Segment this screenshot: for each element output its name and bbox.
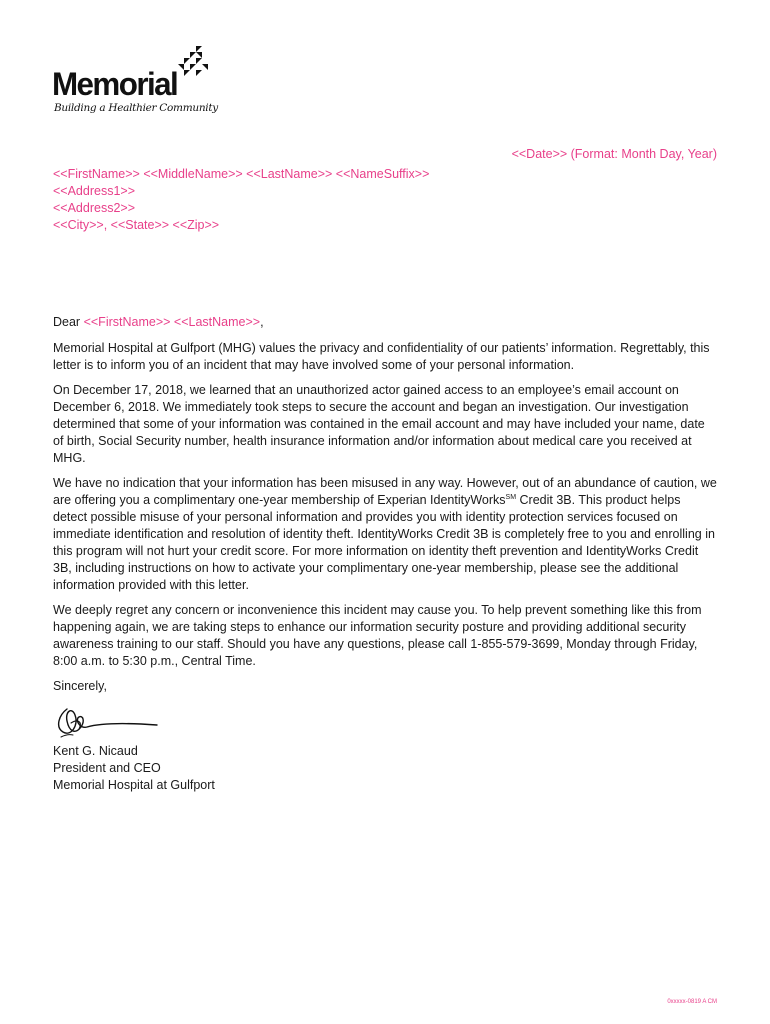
signatory-organization: Memorial Hospital at Gulfport: [53, 778, 215, 792]
salutation-suffix: ,: [260, 315, 264, 329]
footer-code: 0xxxxx-0819 A CM: [667, 999, 717, 1005]
signature-image: [49, 701, 161, 741]
address-name-line: <<FirstName>> <<MiddleName>> <<LastName>> <<NameSuffix>>: [53, 167, 430, 181]
paragraph-3: [53, 475, 717, 594]
logo-tagline: Building a Healthier Community: [54, 102, 218, 114]
salutation-prefix: Dear: [53, 315, 84, 329]
paragraph-3-part-1: We have no indication that your information has been misused in any way. However, out of an abundance of caution, we are offering you a complimentary one-year membership of Experian IdentityWorks: [53, 476, 717, 507]
memorial-logo: [52, 46, 217, 120]
date-placeholder: <<Date>> (Format: Month Day, Year): [511, 147, 717, 161]
paragraph-4: We deeply regret any concern or inconvenience this incident may cause you. To help prevent something like this from happening again, we are taking steps to enhance our information security posture and providing additional security awareness training to our staff. Should you have any questions, please call 1-855-579-3699, Monday through Friday, 8:00 a.m. to 5:30 p.m., Central Time.: [53, 603, 702, 668]
paragraph-2: On December 17, 2018, we learned that an unauthorized actor gained access to an employee’s email account on December 6, 2018. We immediately took steps to secure the account and began an investigation. Our investigation determined that some of your information was contained in the email account and may have included your name, date of birth, Social Security number, health insurance information and/or information about medical care you received at MHG.: [53, 383, 705, 465]
address-city-state-zip: <<City>>, <<State>> <<Zip>>: [53, 218, 220, 232]
signatory-name: Kent G. Nicaud: [53, 744, 138, 758]
salutation: [53, 314, 717, 331]
address-line-2: <<Address2>>: [53, 201, 136, 215]
salutation-name: <<FirstName>> <<LastName>>: [83, 315, 261, 329]
closing: Sincerely,: [53, 679, 107, 693]
service-mark: SM: [505, 494, 517, 501]
signatory-title: President and CEO: [53, 761, 161, 775]
paragraph-1: Memorial Hospital at Gulfport (MHG) values the privacy and confidentiality of our patients’ information. Regrettably, this letter is to inform you of an incident that may have involved some of your personal information.: [53, 341, 710, 372]
logo-wordmark: Memorial: [52, 66, 178, 102]
recipient-address: [53, 166, 429, 234]
paragraph-3-part-2: Credit 3B. This product helps detect possible misuse of your personal information and provides you with identity protection services focused on immediate identification and resolution of identity theft. IdentityWorks Credit 3B is completely free to you and enrolling in this program will not hurt your credit score. For more information on identity theft prevention and IdentityWorks Credit 3B, including instructions on how to activate your complimentary one-year membership, please see the additional information provided with this letter.: [53, 493, 715, 592]
signature-block: [53, 743, 717, 794]
letter-body: [53, 314, 717, 794]
address-line-1: <<Address1>>: [53, 184, 136, 198]
